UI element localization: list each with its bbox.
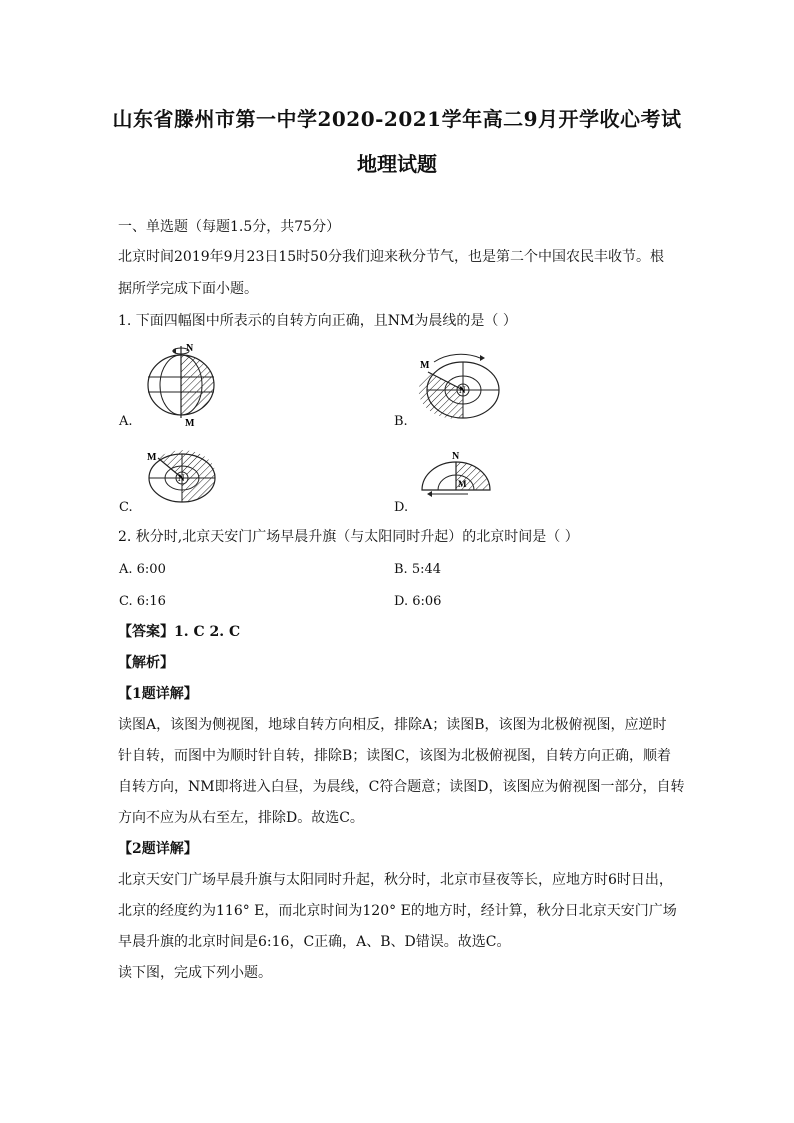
q1-detail-heading: 【1题详解】 bbox=[118, 686, 198, 702]
closing-instruction: 读下图，完成下列小题。 bbox=[118, 965, 272, 981]
exam-title: 山东省滕州市第一中学2020-2021学年高二9月开学收心考试 bbox=[112, 107, 682, 131]
q1-detail-line: 自转方向，NM即将进入白昼，为晨线，C符合题意；读图D，该图应为俯视图一部分，自转 bbox=[118, 779, 685, 795]
q2-option-d: D. 6:06 bbox=[394, 594, 442, 609]
figure-d-partial-view bbox=[418, 448, 494, 498]
svg-text:N: N bbox=[178, 473, 185, 483]
section-heading: 一、单选题（每题1.5分，共75分） bbox=[118, 219, 341, 235]
analysis-heading: 【解析】 bbox=[118, 655, 174, 671]
option-a-label: A. bbox=[119, 414, 133, 429]
option-d-label: D. bbox=[394, 500, 409, 515]
q2-option-a: A. 6:00 bbox=[119, 562, 166, 577]
q2-option-b: B. 5:44 bbox=[394, 562, 442, 577]
svg-text:M: M bbox=[458, 479, 467, 489]
exam-subtitle: 地理试题 bbox=[357, 152, 437, 176]
q1-detail-line: 读图A，该图为侧视图，地球自转方向相反，排除A；读图B，该图为北极俯视图，应逆时 bbox=[118, 717, 667, 733]
q2-detail-line: 北京的经度约为116° E，而北京时间为120° E的地方时，经计算，秋分日北京天安门广场 bbox=[118, 903, 677, 919]
label-n: N bbox=[186, 343, 194, 354]
answer-line: 【答案】1. C 2. C bbox=[118, 624, 241, 640]
q2-detail-heading: 【2题详解】 bbox=[118, 841, 198, 857]
q2-detail-line: 北京天安门广场早晨升旗与太阳同时升起，秋分时，北京市昼夜等长，应地方时6时日出， bbox=[118, 872, 673, 888]
label-m: M bbox=[185, 418, 195, 428]
question-1: 1. 下面四幅图中所表示的自转方向正确，且NM为晨线的是（ ） bbox=[118, 313, 517, 329]
svg-text:M: M bbox=[420, 360, 430, 371]
option-b-label: B. bbox=[394, 414, 408, 429]
question-2: 2. 秋分时,北京天安门广场早晨升旗（与太阳同时升起）的北京时间是（ ） bbox=[118, 529, 579, 545]
svg-text:N: N bbox=[459, 385, 466, 395]
figure-a-globe-side-view bbox=[140, 342, 230, 428]
option-c-label: C. bbox=[119, 500, 133, 515]
q2-option-c: C. 6:16 bbox=[119, 594, 166, 609]
intro-line-1: 北京时间2019年9月23日15时50分我们迎来秋分节气，也是第二个中国农民丰收节。根 bbox=[118, 249, 664, 265]
q2-detail-line: 早晨升旗的北京时间是6:16，C正确，A、B、D错误。故选C。 bbox=[118, 934, 511, 950]
q1-detail-line: 方向不应为从右至左，排除D。故选C。 bbox=[118, 810, 364, 826]
svg-text:M: M bbox=[147, 452, 157, 463]
svg-text:N: N bbox=[452, 451, 460, 462]
intro-line-2: 据所学完成下面小题。 bbox=[118, 281, 258, 297]
q1-detail-line: 针自转，而图中为顺时针自转，排除B；读图C，该图为北极俯视图，自转方向正确，顺着 bbox=[118, 748, 671, 764]
figure-b-polar-view bbox=[418, 352, 508, 424]
figure-c-polar-view bbox=[142, 448, 222, 504]
